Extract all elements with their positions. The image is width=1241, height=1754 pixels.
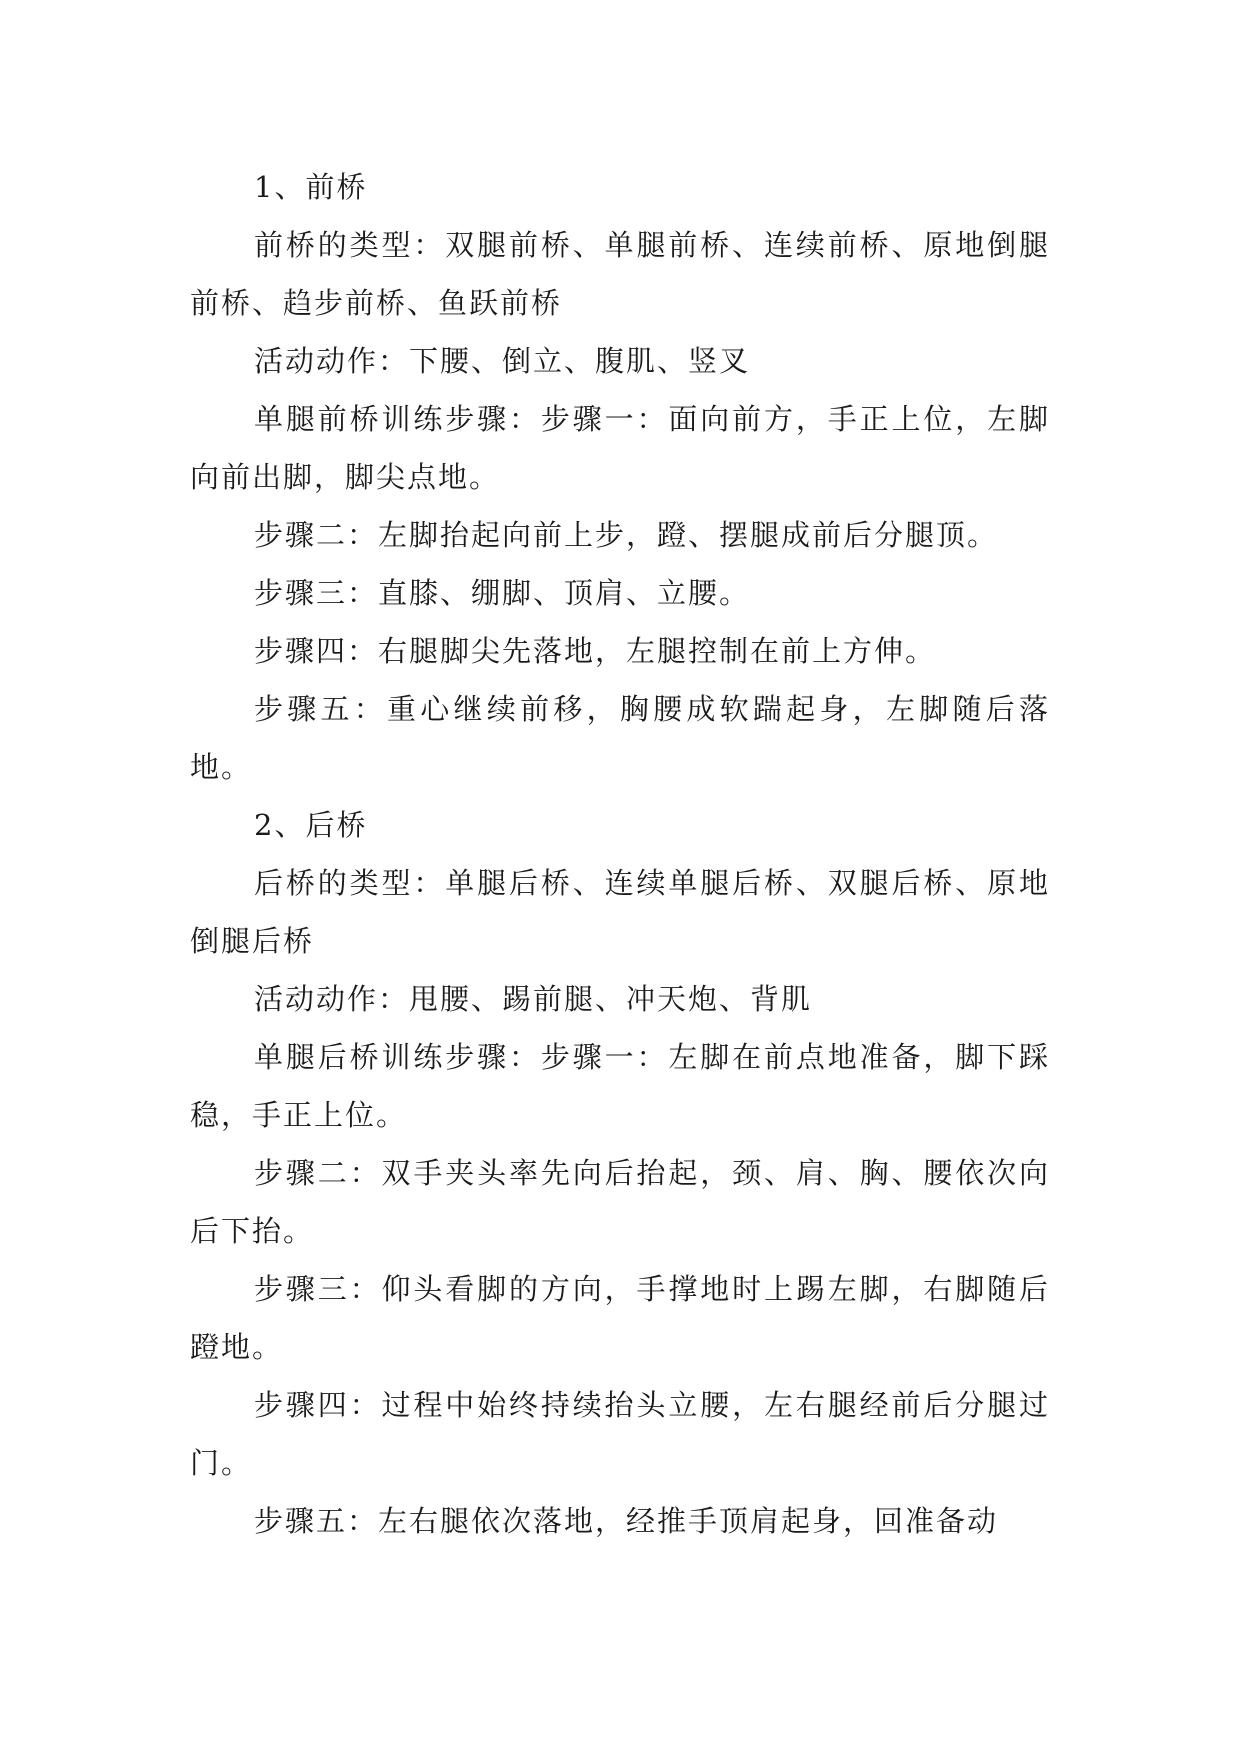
paragraph-back-bridge-activities: 活动动作：甩腰、踢前腿、冲天炮、背肌 [254,982,813,1016]
paragraph-back-bridge-step-1: 单腿后桥训练步骤：步骤一：左脚在前点地准备，脚下踩稳，手正上位。 [190,1040,1050,1132]
paragraph-back-bridge-step-2: 步骤二：双手夹头率先向后抬起，颈、肩、胸、腰依次向后下抬。 [190,1156,1050,1248]
paragraph-back-bridge-step-5: 步骤五：左右腿依次落地，经推手顶肩起身，回准备动 [254,1504,999,1538]
paragraph-back-bridge-step-4: 步骤四：过程中始终持续抬头立腰，左右腿经前后分腿过门。 [190,1388,1050,1480]
paragraph-back-bridge-types: 后桥的类型：单腿后桥、连续单腿后桥、双腿后桥、原地倒腿后桥 [190,866,1050,958]
paragraph-back-bridge-step-3: 步骤三：仰头看脚的方向，手撑地时上踢左脚，右脚随后蹬地。 [190,1272,1050,1364]
document-body [190,158,1050,1550]
section-heading-front-bridge: 1、前桥 [254,170,368,204]
paragraph-front-bridge-step-3: 步骤三：直膝、绷脚、顶肩、立腰。 [254,576,751,610]
paragraph-front-bridge-step-2: 步骤二：左脚抬起向前上步，蹬、摆腿成前后分腿顶。 [254,518,999,552]
section-heading-back-bridge: 2、后桥 [254,808,368,842]
paragraph-front-bridge-step-5: 步骤五：重心继续前移，胸腰成软踹起身，左脚随后落地。 [190,692,1050,784]
paragraph-front-bridge-step-4: 步骤四：右腿脚尖先落地，左腿控制在前上方伸。 [254,634,937,668]
paragraph-front-bridge-types: 前桥的类型：双腿前桥、单腿前桥、连续前桥、原地倒腿前桥、趋步前桥、鱼跃前桥 [190,228,1050,320]
paragraph-front-bridge-step-1: 单腿前桥训练步骤：步骤一：面向前方，手正上位，左脚向前出脚，脚尖点地。 [190,402,1050,494]
paragraph-front-bridge-activities: 活动动作：下腰、倒立、腹肌、竖叉 [254,344,751,378]
